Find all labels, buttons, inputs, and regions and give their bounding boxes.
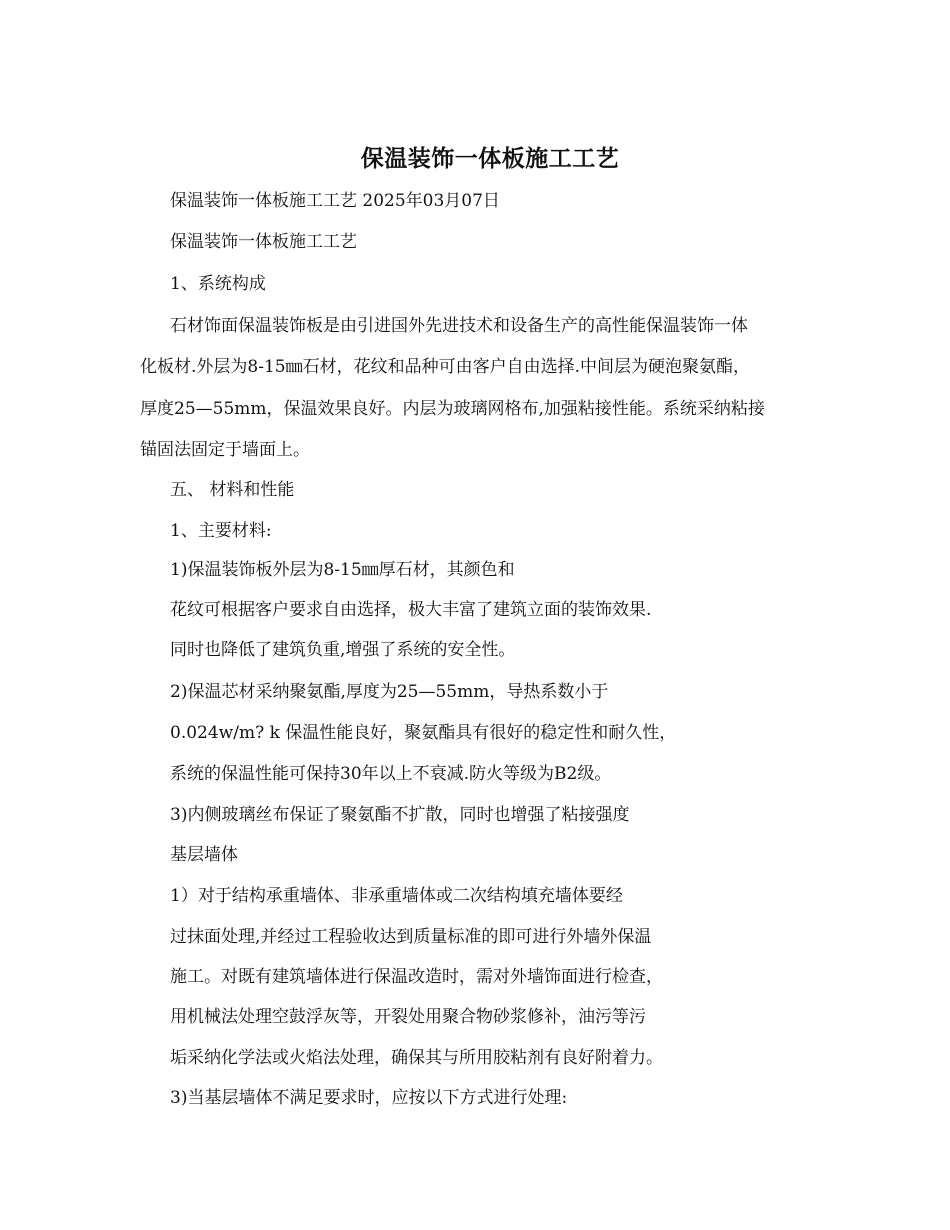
paragraph-line: 化板材.外层为8-15㎜石材，花纹和品种可由客户自由选择.中间层为硬泡聚氨酯，	[140, 357, 750, 377]
paragraph-line: 厚度25—55mm，保温效果良好。内层为玻璃网格布,加强粘接性能。系统采纳粘接	[140, 399, 765, 419]
paragraph-line: 0.024w/m? k 保温性能良好，聚氨酯具有很好的稳定性和耐久性，	[170, 723, 677, 743]
section-heading: 1、主要材料:	[170, 521, 272, 541]
paragraph-line: 过抹面处理,并经过工程验收达到质量标准的即可进行外墙外保温	[170, 927, 652, 947]
paragraph-line: 系统的保温性能可保持30年以上不衰减.防火等级为B2级。	[170, 764, 612, 784]
section-heading: 基层墙体	[170, 845, 238, 865]
paragraph-line: 3)内侧玻璃丝布保证了聚氨酯不扩散，同时也增强了粘接强度	[170, 805, 630, 825]
paragraph-line: 锚固法固定于墙面上。	[140, 440, 310, 460]
paragraph-line: 垢采纳化学法或火焰法处理，确保其与所用胶粘剂有良好附着力。	[170, 1048, 663, 1068]
paragraph-line: 3)当基层墙体不满足要求时，应按以下方式进行处理:	[170, 1088, 568, 1108]
paragraph-line: 同时也降低了建筑负重,增强了系统的安全性。	[170, 640, 516, 660]
document-title: 保温装饰一体板施工工艺	[360, 145, 620, 172]
paragraph-line: 用机械法处理空鼓浮灰等，开裂处用聚合物砂浆修补，油污等污	[170, 1007, 646, 1027]
section-heading: 1、系统构成	[170, 274, 266, 294]
date-line: 保温装饰一体板施工工艺 2025年03月07日	[170, 191, 500, 211]
paragraph-line: 1)保温装饰板外层为8-15㎜厚石材，其颜色和	[170, 560, 515, 580]
paragraph-line: 1）对于结构承重墙体、非承重墙体或二次结构填充墙体要经	[170, 886, 623, 906]
paragraph-line: 花纹可根据客户要求自由选择，极大丰富了建筑立面的装饰效果.	[170, 600, 652, 620]
paragraph-line: 2)保温芯材采纳聚氨酯,厚度为25—55mm，导热系数小于	[170, 682, 609, 702]
paragraph-line: 石材饰面保温装饰板是由引进国外先进技术和设备生产的高性能保温装饰一体	[170, 316, 748, 336]
paragraph-line: 施工。对既有建筑墙体进行保温改造时，需对外墙饰面进行检查，	[170, 967, 663, 987]
section-heading: 五、 材料和性能	[170, 480, 295, 500]
subtitle-line: 保温装饰一体板施工工艺	[170, 232, 357, 252]
